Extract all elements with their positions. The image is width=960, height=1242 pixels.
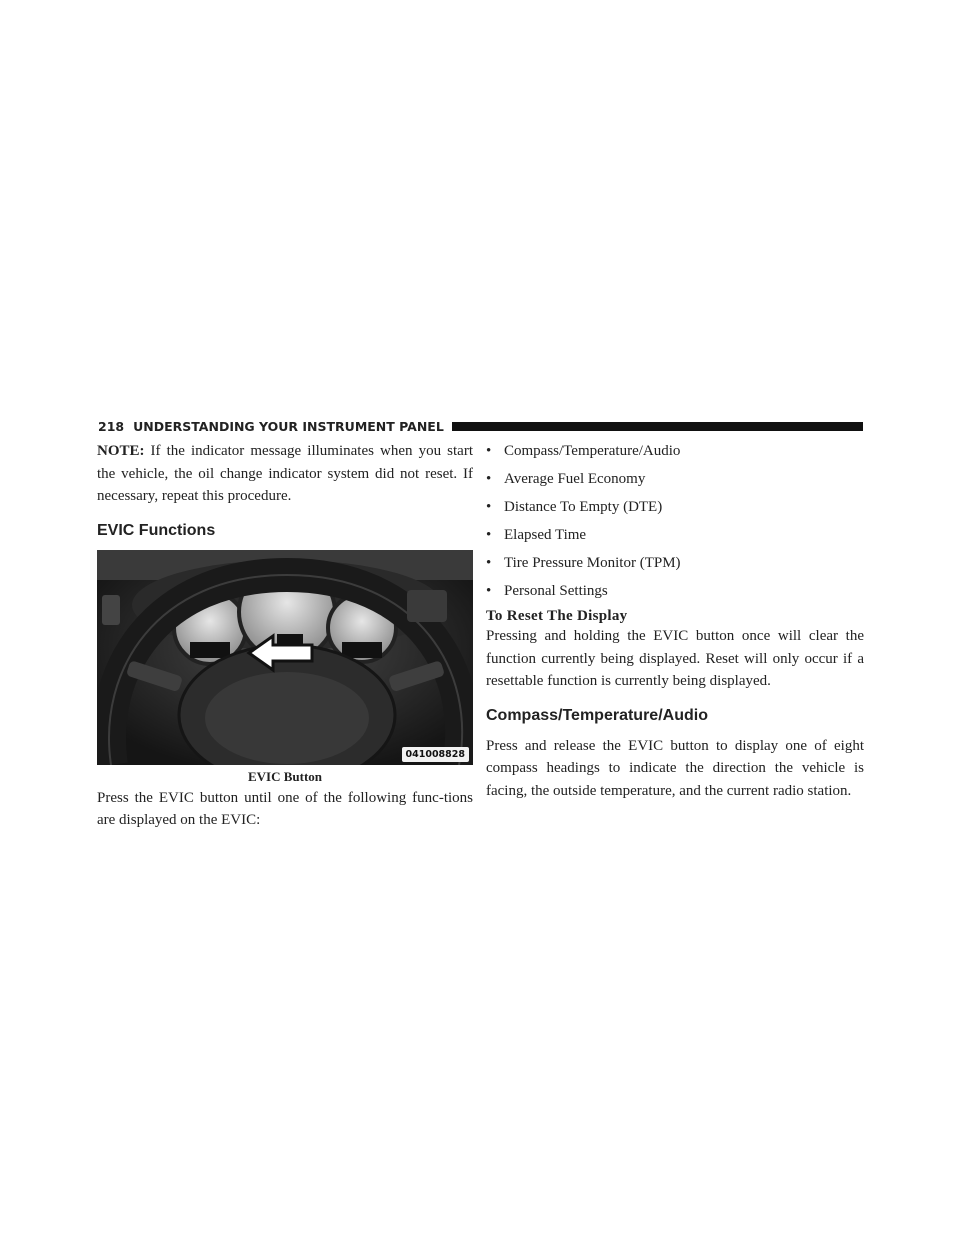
steering-wheel-illustration xyxy=(97,550,473,765)
section-title: UNDERSTANDING YOUR INSTRUMENT PANEL xyxy=(133,418,444,434)
bullet-icon: • xyxy=(486,555,492,571)
list-item-text: Distance To Empty (DTE) xyxy=(504,499,663,515)
page-number: 218 xyxy=(98,418,125,434)
section-heading-compass: Compass/Temperature/Audio xyxy=(486,706,708,724)
press-evic-paragraph: Press the EVIC button until one of the following func-tions are displayed on the EVIC: xyxy=(97,789,473,828)
evic-function-list xyxy=(486,440,864,608)
list-item-text: Tire Pressure Monitor (TPM) xyxy=(504,555,681,571)
reset-display-heading: To Reset The Display xyxy=(486,608,628,624)
reset-display-paragraph: Pressing and holding the EVIC button once will clear the function currently being displayed. Reset will only occur if a resettable function is currently being displayed. xyxy=(486,628,864,689)
note-text: If the indicator message illuminates when you start the vehicle, the oil change indicator system did not reset. If necessary, repeat this procedure. xyxy=(97,443,473,504)
list-item-text: Personal Settings xyxy=(504,583,608,599)
header-rule xyxy=(452,422,863,431)
bullet-icon: • xyxy=(486,471,492,487)
right-column xyxy=(486,440,864,802)
figure-code: 041008828 xyxy=(402,747,470,762)
list-item-text: Average Fuel Economy xyxy=(504,471,646,487)
list-item xyxy=(486,440,864,468)
bullet-icon: • xyxy=(486,583,492,599)
list-item-text: Compass/Temperature/Audio xyxy=(504,443,681,459)
page-header xyxy=(98,418,863,434)
list-item xyxy=(486,468,864,496)
list-item-text: Elapsed Time xyxy=(504,527,587,543)
bullet-icon: • xyxy=(486,527,492,543)
left-column xyxy=(97,440,473,832)
evic-button-figure xyxy=(97,550,473,765)
note-paragraph xyxy=(97,440,473,508)
section-heading-evic-functions: EVIC Functions xyxy=(97,521,216,539)
list-item xyxy=(486,496,864,524)
bullet-icon: • xyxy=(486,499,492,515)
list-item xyxy=(486,580,864,608)
compass-paragraph: Press and release the EVIC button to display one of eight compass headings to indicate the direction the vehicle is facing, the outside temperature, and the current radio station. xyxy=(486,737,864,799)
bullet-icon: • xyxy=(486,443,492,459)
note-label: NOTE: xyxy=(97,443,145,459)
figure-caption: EVIC Button xyxy=(247,768,323,784)
list-item xyxy=(486,524,864,552)
list-item xyxy=(486,552,864,580)
